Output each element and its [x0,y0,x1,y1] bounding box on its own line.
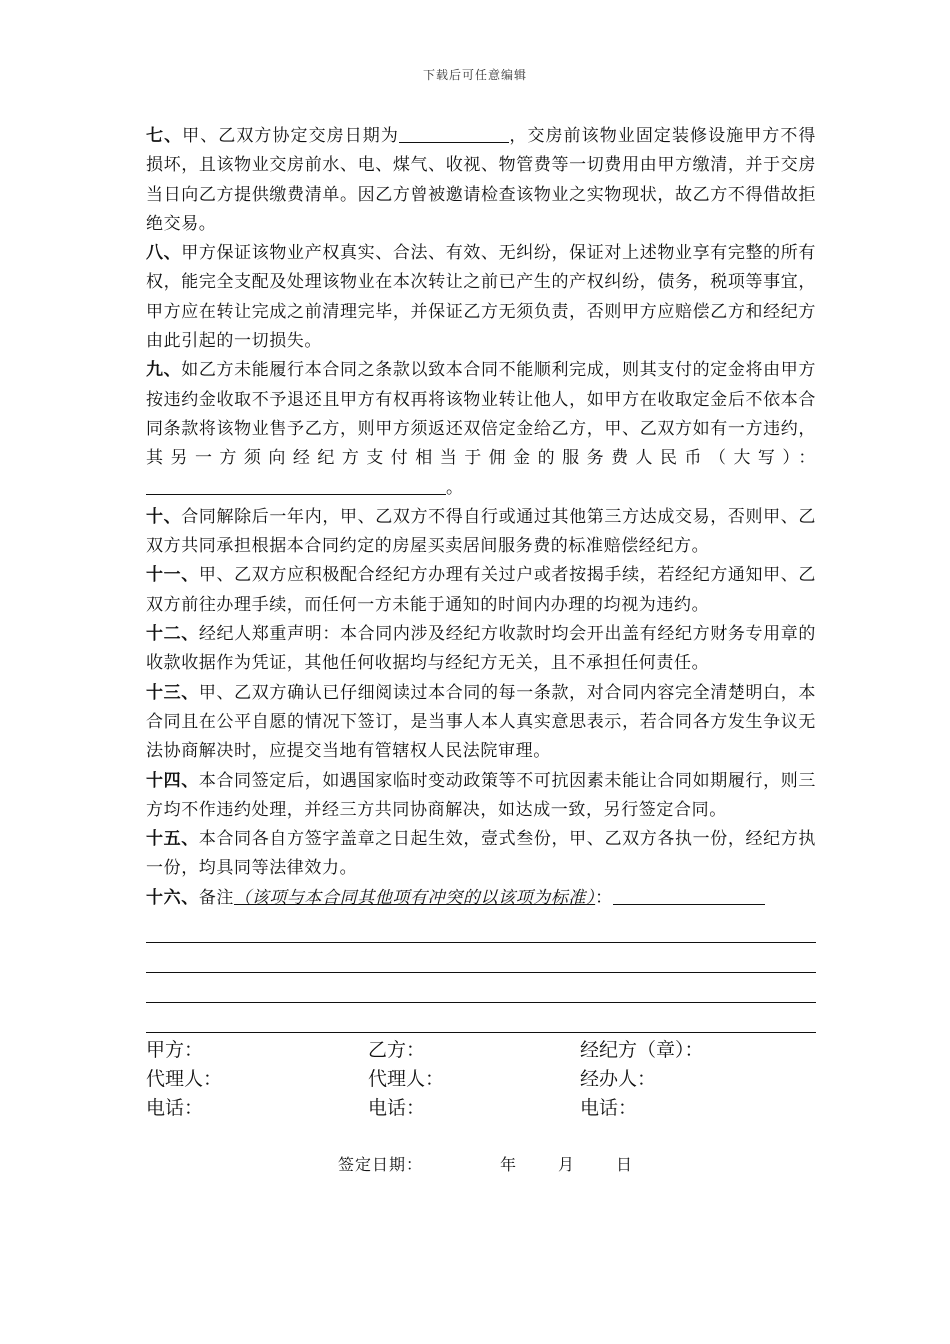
clause-text: 甲、乙双方应积极配合经纪方办理有关过户或者按揭手续，若经纪方通知甲、乙双方前往办理手续，而任何一方未能于通知的时间内办理的均视为违约。 [146,565,816,615]
clause-number: 十四、 [146,770,199,791]
clause-text: 甲、乙双方协定交房日期为 [182,126,399,146]
signing-date [338,1152,633,1175]
clause-13 [146,679,816,767]
broker-handler-label: 经办人： [580,1068,657,1090]
clause-text: 本合同签定后，如遇国家临时变动政策等不可抗因素未能让合同如期履行，则三方均不作违约处理，并经三方共同协商解决，如达成一致，另行签定合同。 [146,770,816,820]
clause-number: 十、 [146,506,182,527]
remarks-line[interactable] [146,943,816,973]
clause-12 [146,620,816,679]
clause-14 [146,767,816,826]
clause-10 [146,503,816,562]
remarks-note: （该项与本合同其他项有冲突的以该项为标准） [234,887,596,908]
signature-block [146,1034,846,1121]
clause-text: 如乙方未能履行本合同之条款以致本合同不能顺利完成，则其支付的定金将由甲方按违约金收取不予退还且甲方有权再将该物业转让他人，如甲方在收取定金后不依本合同条款将该物业售予乙方，则甲方须返还双倍定金给乙方，甲、乙双方如有一方违约，其另一方须向经纪方支付相当于佣金的服务费人民币（大写）： [146,360,816,469]
clause-number: 九、 [146,360,182,381]
clause-number: 十一、 [146,565,199,586]
amount-in-words-blank[interactable] [146,476,446,495]
clause-11 [146,561,816,620]
remarks-line[interactable] [146,913,816,943]
handover-date-blank[interactable] [399,124,509,143]
party-a-phone-label: 电话： [146,1097,204,1119]
signature-row [146,1034,846,1063]
clause-text: 。 [446,477,464,498]
party-b-label: 乙方： [368,1039,426,1061]
clause-number: 十三、 [146,682,199,703]
page-header: 下载后可任意编辑 [422,68,527,82]
clause-number: 十六、 [146,887,199,908]
clause-text: 甲、乙双方确认已仔细阅读过本合同的每一条款，对合同内容完全清楚明白，本合同且在公平自愿的情况下签订，是当事人本人真实意思表示，若合同各方发生争议无法协商解决时，应提交当地有管辖权人民法院审理。 [146,682,816,762]
clause-text: 本合同各自方签字盖章之日起生效，壹式叁份，甲、乙双方各执一份，经纪方执一份，均具同等法律效力。 [146,829,816,879]
remarks-line[interactable] [146,1003,816,1033]
party-b-phone-label: 电话： [368,1097,426,1119]
contract-body [146,122,816,1033]
broker-phone-label: 电话： [580,1097,638,1119]
clause-number: 七、 [146,126,183,146]
clause-number: 八、 [146,243,182,264]
clause-15 [146,825,816,884]
party-a-agent-label: 代理人： [146,1068,223,1090]
signature-row [146,1063,846,1092]
date-month: 月 [558,1155,576,1174]
party-b-agent-label: 代理人： [368,1068,445,1090]
clause-text: 合同解除后一年内，甲、乙双方不得自行或通过其他第三方达成交易，否则甲、乙双方共同承担根据本合同约定的房屋买卖居间服务费的标准赔偿经纪方。 [146,506,816,557]
clause-9 [146,356,816,502]
party-a-label: 甲方： [146,1039,204,1061]
date-day: 日 [616,1155,634,1174]
clause-text: 经纪人郑重声明：本合同内涉及经纪方收款时均会开出盖有经纪方财务专用章的收款收据作为凭证，其他任何收据均与经纪方无关，且不承担任何责任。 [146,624,816,674]
signing-date-label: 签定日期： [338,1155,424,1174]
clause-8 [146,239,816,356]
clause-number: 十二、 [146,624,199,645]
remarks-colon: ： [595,887,613,908]
broker-label: 经纪方（章）： [580,1039,704,1061]
date-year: 年 [500,1155,518,1174]
clause-16 [146,884,816,913]
remarks-line[interactable] [146,973,816,1003]
clause-7 [146,122,816,239]
signature-row [146,1092,846,1121]
remarks-label: 备注 [198,887,235,908]
remarks-blank[interactable] [613,886,765,905]
clause-text: ，交房前该物业固定装修设施甲方不得损坏，且该物业交房前水、电、煤气、收视、物管费等一切费用由甲方缴清，并于交房当日向乙方提供缴费清单。因乙方曾被邀请检查该物业之实物现状，故乙方不得借故拒绝交易。 [146,126,817,234]
clause-text: 甲方保证该物业产权真实、合法、有效、无纠纷，保证对上述物业享有完整的所有权，能完全支配及处理该物业在本次转让之前已产生的产权纠纷，债务，税项等事宜，甲方应在转让完成之前清理完毕，并保证乙方无须负责，否则甲方应赔偿乙方和经纪方由此引起的一切损失。 [146,243,816,352]
clause-number: 十五、 [146,829,199,850]
